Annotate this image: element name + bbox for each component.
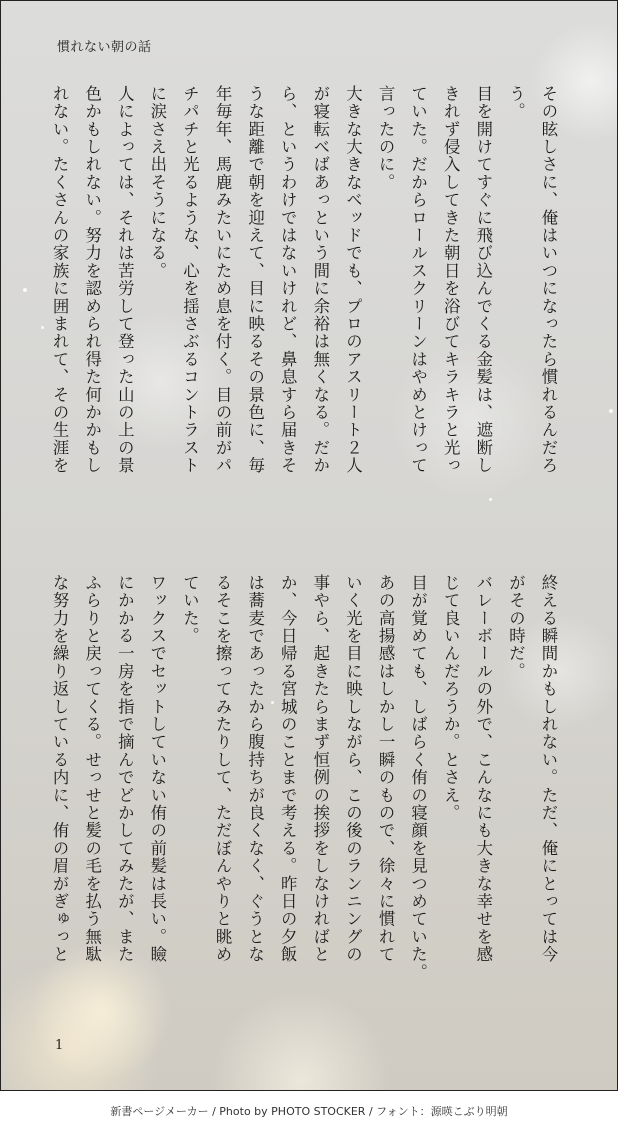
text-column: ふらりと戻ってくる。せっせと髪の毛を払う無駄 [82,574,102,964]
text-column: 目が覚めても、しばらく侑の寝顔を見つめていた。 [408,574,428,982]
text-column: がその時だ。 [506,574,526,681]
text-column: が寝転べばあっという間に余裕は無くなる。だか [310,85,330,475]
text-column: チパチと光るような、心を揺さぶるコントラスト [180,85,200,475]
text-column: うな距離で朝を迎えて、目に映るその景色に、毎 [245,85,265,475]
chapter-title: 慣れない朝の話 [57,40,152,55]
text-column: な努力を繰り返している内に、侑の眉がぎゅっと [50,574,70,964]
credits-footer: 新書ページメーカー / Photo by PHOTO STOCKER / フォント：源暎こぶり明朝 [110,1105,508,1118]
text-column: ていた。だからロールスクリーンはやめとけって [408,85,428,475]
text-column: 目を開けてすぐに飛び込んでくる金髪は、遮断し [473,85,493,475]
text-column: 事やら、起きたらまず恒例の挨拶をしなければと [310,574,330,964]
body-text-bottom [50,574,564,1014]
bokeh-dot [609,409,613,413]
text-column: いく光を目に映しながら、この後のランニングの [343,574,363,964]
text-column: れない。たくさんの家族に囲まれて、その生涯を [50,85,70,475]
page-number: 1 [55,1038,64,1053]
text-column: か、今日帰る宮城のことまで考える。昨日の夕飯 [278,574,298,964]
text-column: あの高揚感はしかし一瞬のもので、徐々に慣れて [376,574,396,964]
text-column: ら、というわけではないけれど、鼻息すら届きそ [278,85,298,475]
text-column: 年毎年、馬鹿みたいにため息を付く。目の前がパ [213,85,233,475]
text-column: るそこを擦ってみたりして、ただぼんやりと眺め [213,574,233,964]
text-column: バレーボールの外で、こんなにも大きな幸せを感 [473,574,493,964]
text-column: に涙さえ出そうになる。 [147,85,167,280]
text-column: じて良いんだろうか。とさえ。 [441,574,461,822]
text-column: 大きな大きなベッドでも、プロのアスリート２人 [343,85,363,475]
text-column: きれず侵入してきた朝日を浴びてキラキラと光っ [441,85,461,475]
text-column: その眩しさに、俺はいつになったら慣れるんだろ [539,85,558,475]
text-column: ていた。 [180,574,200,645]
text-column: 終える瞬間かもしれない。ただ、俺にとっては今 [539,574,558,964]
text-column: 言ったのに。 [376,85,396,192]
text-column: 人によっては、それは苦労して登った山の上の景 [115,85,135,475]
bokeh-dot [23,288,27,292]
text-column: 色かもしれない。努力を認められ得た何かかもし [82,85,102,475]
text-column: ワックスでセットしていない侑の前髪は長い。瞼 [147,574,167,964]
text-column: は蕎麦であったから腹持ちが良くなく、ぐうとな [245,574,265,964]
body-text-top [50,85,564,525]
text-column: にかかる一房を指で摘んでどかしてみたが、また [115,574,135,964]
text-column: う。 [506,85,526,121]
